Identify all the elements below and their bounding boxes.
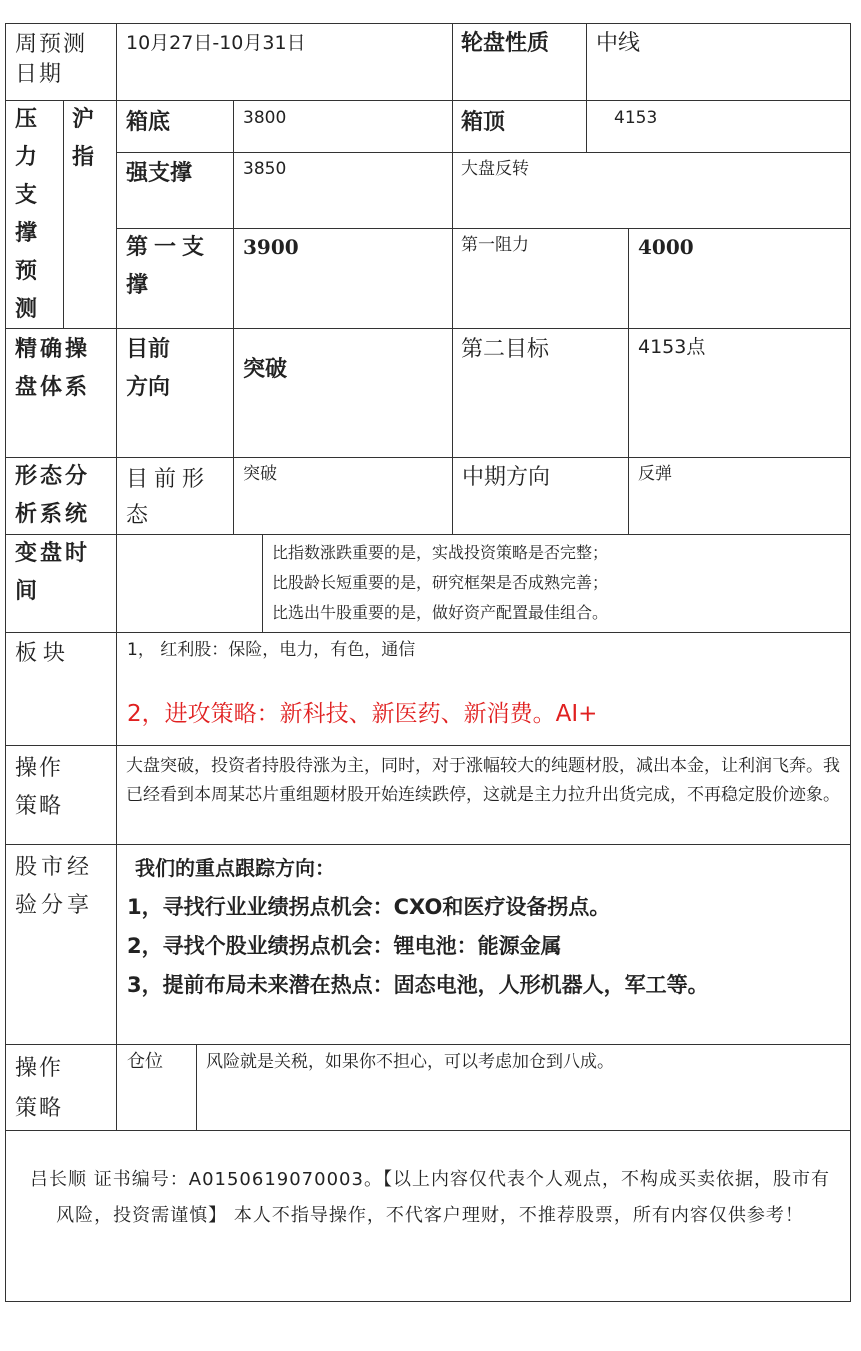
strong-support-value-cell	[233, 152, 453, 229]
box-top-value: 4153	[614, 108, 658, 128]
first-resistance-label: 第一阻力	[461, 235, 529, 255]
footer-disclaimer: 吕长顺 证书编号：A0150619070003。【以上内容仅代表个人观点，不构成买卖依据，股市有风险，投资需谨慎】 本人不指导操作，不代客户理财，不推荐股票，所有内容仅供参考！	[30, 1169, 830, 1226]
direction-value-cell	[233, 328, 453, 458]
box-bottom-value: 3800	[243, 108, 287, 128]
change-line-1: 比指数涨跌重要的是，实战投资策略是否完整；	[272, 543, 609, 562]
current-shape-value-cell	[233, 457, 453, 535]
change-text-cell	[262, 534, 851, 633]
index-label-cell	[63, 100, 117, 329]
sector-label: 板块	[15, 641, 72, 666]
box-bottom-value-cell	[233, 100, 453, 153]
position-text: 风险就是关税，如果你不担心，可以考虑加仓到八成。	[206, 1052, 614, 1072]
week-dates: 10月27日-10月31日	[126, 32, 306, 54]
first-resistance-value: 4000	[638, 235, 694, 259]
first-support-label: 第一支 撑	[126, 235, 211, 298]
experience-label: 股市经 验分享	[15, 855, 94, 918]
pressure-label: 压 力 支 撑 预 测	[15, 107, 38, 322]
strong-support-label: 强支撑	[126, 161, 193, 186]
position-sub-label: 仓位	[127, 1051, 163, 1072]
direction-label-cell	[116, 328, 234, 458]
change-label-cell	[5, 534, 117, 633]
sector-label-cell	[5, 632, 117, 746]
change-empty-cell	[116, 534, 263, 633]
week-dates-cell	[116, 23, 453, 101]
shape-label-cell	[5, 457, 117, 535]
strategy-text: 大盘突破，投资者持股待涨为主，同时，对于涨幅较大的纯题材股，减出本金，让利润飞奔。我已经看到本周某芯片重组题材股开始连续跌停，这就是主力拉升出货完成，不再稳定股价迹象。	[126, 756, 840, 805]
sector-line-1: 1， 红利股：保险，电力，有色，通信	[127, 640, 416, 660]
experience-label-cell	[5, 844, 117, 1045]
current-shape-value: 突破	[243, 464, 277, 484]
first-support-value-cell	[233, 228, 453, 329]
nature-label: 轮盘性质	[461, 31, 550, 56]
strong-support-label-cell	[116, 152, 234, 229]
second-target-label-cell	[452, 328, 629, 458]
strong-support-value: 3850	[243, 159, 287, 179]
first-resistance-value-cell	[628, 228, 851, 329]
box-top-label-cell	[452, 100, 587, 153]
position-text-cell	[196, 1044, 851, 1131]
experience-heading: 我们的重点跟踪方向：	[135, 856, 335, 880]
shape-label: 形态分 析系统	[15, 464, 91, 527]
second-target-value: 4153点	[638, 336, 706, 358]
precise-label-cell	[5, 328, 117, 458]
box-bottom-label-cell	[116, 100, 234, 153]
box-top-value-cell	[586, 100, 851, 153]
nature-value: 中线	[596, 31, 641, 56]
current-shape-label-cell	[116, 457, 234, 535]
position-label-cell	[5, 1044, 117, 1131]
experience-item-2: 2，寻找个股业绩拐点机会：锂电池：能源金属	[127, 934, 562, 958]
reversal-note: 大盘反转	[461, 159, 529, 179]
index-label: 沪 指	[72, 107, 95, 170]
mid-direction-value-cell	[628, 457, 851, 535]
change-line-3: 比选出牛股重要的是，做好资产配置最佳组合。	[272, 603, 609, 622]
change-label: 变盘时 间	[15, 541, 91, 604]
week-label: 周预测 日期	[15, 32, 88, 87]
mid-direction-label-cell	[452, 457, 629, 535]
footer-cell	[5, 1130, 851, 1302]
precise-label: 精确操 盘体系	[15, 337, 91, 400]
experience-item-1: 1，寻找行业业绩拐点机会：CXO和医疗设备拐点。	[127, 895, 611, 919]
current-shape-label: 目前形 态	[126, 467, 211, 528]
reversal-note-cell	[452, 152, 851, 229]
nature-value-cell	[586, 23, 851, 101]
sector-content-cell	[116, 632, 851, 746]
second-target-label: 第二目标	[461, 337, 550, 362]
sector-line-2: 2，进攻策略：新科技、新医药、新消费。AI+	[127, 701, 598, 727]
position-label: 操作 策略	[15, 1056, 64, 1121]
experience-item-3: 3，提前布局未来潜在热点：固态电池，人形机器人，军工等。	[127, 973, 709, 997]
box-bottom-label: 箱底	[126, 110, 171, 135]
direction-value: 突破	[243, 357, 288, 382]
change-line-2: 比股龄长短重要的是，研究框架是否成熟完善；	[272, 573, 609, 592]
second-target-value-cell	[628, 328, 851, 458]
mid-direction-value: 反弹	[638, 464, 672, 484]
position-sub-label-cell	[116, 1044, 197, 1131]
strategy-text-cell	[116, 745, 851, 845]
strategy-label-cell	[5, 745, 117, 845]
week-label-cell	[5, 23, 117, 101]
nature-label-cell	[452, 23, 587, 101]
direction-label: 目前 方向	[126, 337, 171, 400]
pressure-label-cell	[5, 100, 64, 329]
first-support-value: 3900	[243, 235, 299, 259]
first-resistance-label-cell	[452, 228, 629, 329]
strategy-label: 操作 策略	[15, 756, 64, 819]
first-support-label-cell	[116, 228, 234, 329]
box-top-label: 箱顶	[461, 110, 506, 135]
mid-direction-label: 中期方向	[462, 465, 551, 490]
forecast-table	[5, 23, 851, 1302]
experience-content-cell	[116, 844, 851, 1045]
